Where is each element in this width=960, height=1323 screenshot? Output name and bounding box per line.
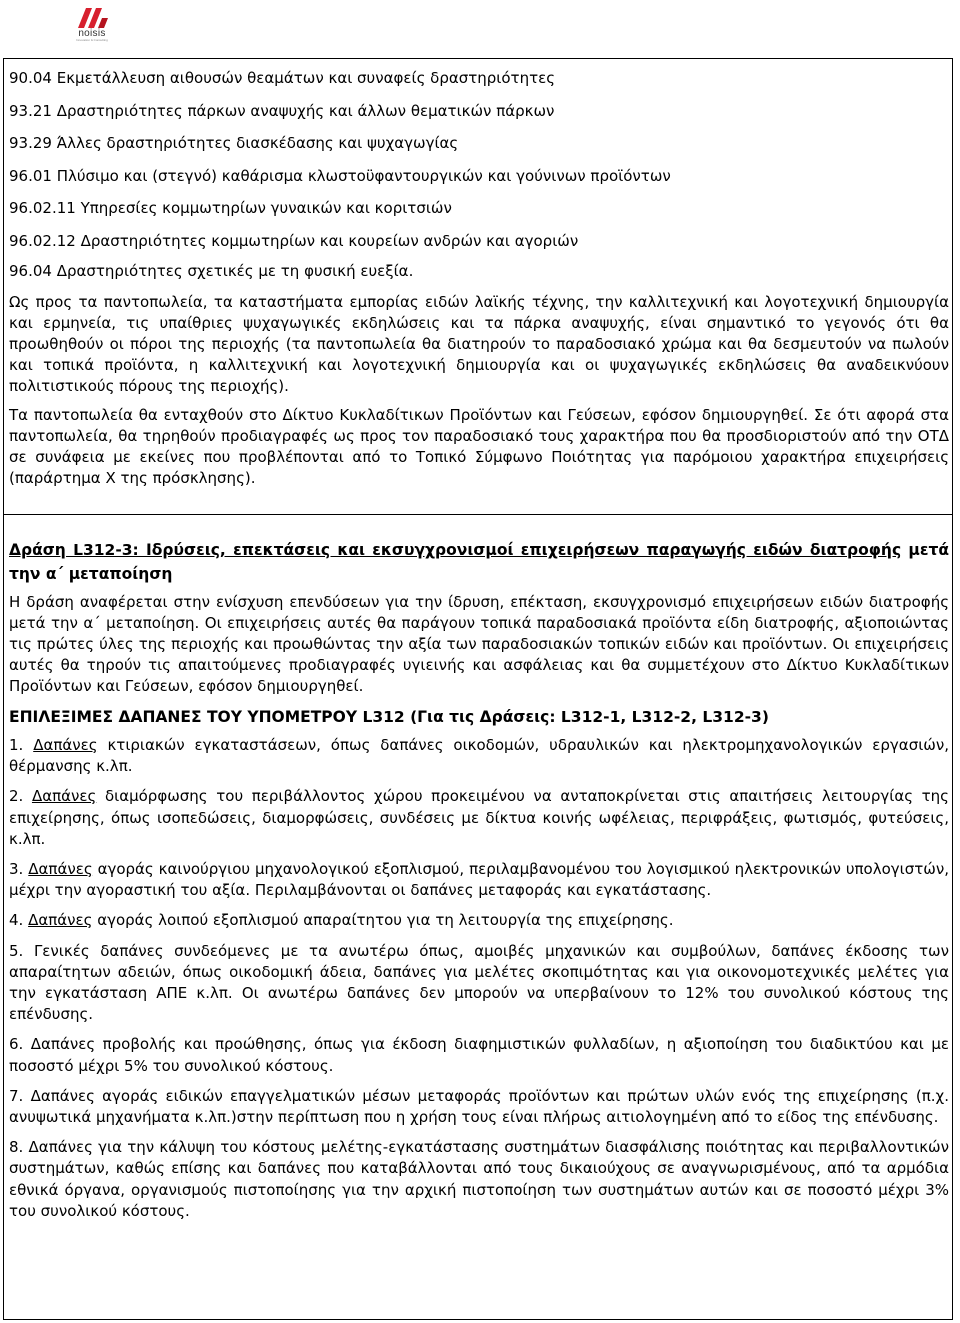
cost-item	[9, 910, 949, 931]
item-number: 4.	[9, 911, 29, 930]
item-label: Δαπάνες	[31, 787, 97, 806]
list-item: 96.02.11 Υπηρεσίες κομμωτηρίων γυναικών και κοριτσιών	[9, 199, 452, 218]
noisis-logo-icon	[74, 4, 110, 30]
logo-name: noisis	[78, 28, 106, 39]
cost-item	[9, 859, 949, 901]
cost-item	[9, 941, 949, 1026]
item-text: Δαπάνες για την κάλυψη του κόστους μελέτης-εγκατάστασης συστημάτων διασφάλισης ποιότητας και περιβαλλοντικών συστημάτων, καθώς επίσης και δαπάνες που καταβάλλονται από τους δικαιούχους σε αναγνωρισμένους, από τα αρμόδια εθνικά όργανα, οργανισμούς πιστοποίησης για την αρχική πιστοποίηση των συστημάτων αυτών και σε ποσοστό μέχρι 3% του συνολικού κόστους.	[9, 1138, 949, 1220]
section-heading	[9, 538, 949, 586]
item-text: Δαπάνες αγοράς ειδικών επαγγελματικών μέσων μεταφοράς προϊόντων και πρώτων υλών ενός της επιχείρησης (π.χ. ανυψωτικά μηχανήματα κ.λπ.)στην περίπτωση που η χρήση τους είναι πλήρως αιτιολογημένη από το είδος της επένδυσης.	[9, 1086, 949, 1127]
item-number: 1.	[9, 736, 34, 754]
item-text: αγοράς καινούργιου μηχανολογικού εξοπλισμού, περιλαμβανομένου του λογισμικού ηλεκτρονικών υπολογιστών, μέχρι την αγοραστική του αξία. Περιλαμβάνονται οι δαπάνες μεταφοράς και εγκατάστασης.	[9, 860, 949, 900]
activity-codes-section	[9, 62, 949, 489]
cost-item	[9, 786, 949, 850]
eligible-costs-title: ΕΠΙΛΕΞΙΜΕΣ ΔΑΠΑΝΕΣ ΤΟΥ ΥΠΟΜΕΤΡΟΥ L312 (Για τις Δράσεις: L312-1, L312-2, L312-3)	[9, 708, 769, 726]
cost-item	[9, 735, 949, 777]
section-divider	[3, 514, 953, 515]
heading-underlined: Δράση L312-3: Ιδρύσεις, επεκτάσεις και εκσυγχρονισμοί επιχειρήσεων παραγωγής ειδών διατροφής	[9, 541, 902, 559]
item-number: 2.	[9, 787, 32, 806]
heading-continuation: μετά την α΄ μεταποίηση	[9, 541, 949, 583]
paragraph: Ως προς τα παντοπωλεία, τα καταστήματα εμπορίας ειδών λαϊκής τέχνης, την καλλιτεχνική και λογοτεχνική δημιουργία και ερμηνεία, τις υπαίθριες ψυχαγωγικές εκδηλώσεις και τα πάρκα αναψυχής, είναι σημαντικό το γεγονός ότι θα προωθηθούν οι πόροι της περιοχής (τα παντοπωλεία θα διατηρούν το παραδοσιακό χρώμα και θα δεσμευτούν να πωλούν και τοπικά προϊόντα, η καλλιτεχνική και λογοτεχνική δημιουργία και οι ψυχαγωγικές εκδηλώσεις θα αναδεικνύουν πολιτιστικούς πόρους της περιοχής).	[9, 292, 949, 395]
cost-item	[9, 1137, 949, 1222]
item-text: κτιριακών εγκαταστάσεων, όπως δαπάνες οικοδομών, υδραυλικών και ηλεκτρομηχανολογικών εργασιών, θέρμανσης κ.λπ.	[9, 736, 949, 776]
item-number: 7.	[9, 1086, 31, 1105]
list-item: 90.04 Εκμετάλλευση αιθουσών θεαμάτων και συναφείς δραστηριότητες	[9, 69, 556, 87]
item-label: Δαπάνες	[28, 860, 93, 879]
paragraph: Τα παντοπωλεία θα ενταχθούν στο Δίκτυο Κυκλαδίτικων Προϊόντων και Γεύσεων, εφόσον δημιουργηθεί. Σε ότι αφορά στα παντοπωλεία, θα τηρηθούν προδιαγραφές ως προς τον παραδοσιακό τους χαρακτήρα που θα προσδιοριστούν από την ΟΤΔ σε συνάφεια με εκείνες που προβλέπονται από το Τοπικό Σύμφωνο Ποιότητας για παρόμοιου χαρακτήρα επιχειρήσεις (παράρτημα Χ της πρόσκλησης).	[9, 405, 949, 487]
item-text: αγοράς λοιπού εξοπλισμού απαραίτητου για τη λειτουργία της επιχείρησης.	[92, 911, 674, 930]
logo-tagline: Innovation & Consulting	[76, 38, 108, 42]
cost-item	[9, 1086, 949, 1128]
item-number: 3.	[9, 860, 29, 879]
cost-item	[9, 1034, 949, 1076]
item-number: 8.	[9, 1138, 29, 1157]
activity-code-list	[9, 62, 949, 284]
item-text: Γενικές δαπάνες συνδεόμενες με τα ανωτέρω όπως, αμοιβές μηχανικών και συμβούλων, δαπάνες έκδοσης των απαραίτητων αδειών, όπως οικοδομική άδεια, δαπάνες για μελέτες σκοπιμότητας και για οικονομοτεχνικές μελέτες για την εγκατάσταση ΑΠΕ κ.λπ. Οι ανωτέρω δαπάνες δεν μπορούν να υπερβαίνουν το 12% του συνολικού κόστους της επένδυσης.	[9, 941, 949, 1024]
list-item: 93.29 Άλλες δραστηριότητες διασκέδασης και ψυχαγωγίας	[9, 134, 459, 153]
list-item: 93.21 Δραστηριότητες πάρκων αναψυχής και άλλων θεματικών πάρκων	[9, 101, 555, 120]
list-item: 96.01 Πλύσιμο και (στεγνό) καθάρισμα κλωστοϋφαντουργικών και γούνινων προϊόντων	[9, 166, 671, 185]
action-l312-3-section	[9, 538, 949, 1222]
item-number: 5.	[9, 941, 34, 960]
item-label: Δαπάνες	[28, 911, 93, 930]
list-item: 96.04 Δραστηριότητες σχετικές με τη φυσική ευεξία.	[9, 261, 414, 280]
item-number: 6.	[9, 1035, 31, 1054]
intro-paragraph: Η δράση αναφέρεται στην ενίσχυση επενδύσεων για την ίδρυση, επέκταση, εκσυγχρονισμό επιχειρήσεων ειδών διατροφής μετά την α΄ μεταποίηση. Οι επιχειρήσεις αυτές θα παράγουν τοπικά παραδοσιακά προϊόντα είδη διατροφής, αξιοποιώντας τις πρώτες ύλες της περιοχής και προωθώντας την αξία των παραδοσιακών τοπικών ειδών και προϊόντων. Οι επιχειρήσεις αυτές θα τηρούν τις απαιτούμενες προδιαγραφές υγιεινής και ασφάλειας και θα συμμετέχουν στο Δίκτυο Κυκλαδίτικων Προϊόντων και Γεύσεων, εφόσον δημιουργηθεί.	[9, 593, 949, 695]
company-logo	[66, 4, 118, 54]
list-item: 96.02.12 Δραστηριότητες κομμωτηρίων και κουρείων ανδρών και αγοριών	[9, 231, 579, 250]
item-text: Δαπάνες προβολής και προώθησης, όπως για έκδοση διαφημιστικών φυλλαδίων, η αξιοποίηση του διαδικτύου και με ποσοστό μέχρι 5% του συνολικού κόστους.	[9, 1035, 949, 1075]
item-label: Δαπάνες	[33, 736, 98, 754]
item-text: διαμόρφωσης του περιβάλλοντος χώρου προκειμένου να ανταποκρίνεται στις απαιτήσεις λειτουργίας της επιχείρησης, όπως ισοπεδώσεις, διαμορφώσεις, συνδέσεις με δίκτυα κοινής ωφέλειας, περιφράξεις, φωτισμός, φυτεύσεις, κ.λπ.	[9, 787, 949, 848]
